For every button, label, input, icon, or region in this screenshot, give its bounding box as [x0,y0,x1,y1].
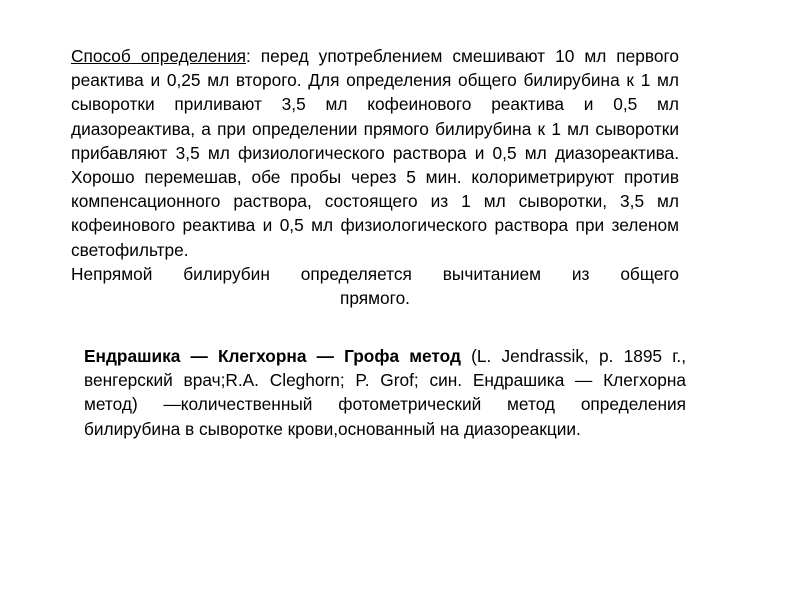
definition-paragraph [84,344,686,441]
indirect-bilirubin-line-end: прямого. [340,288,410,309]
method-definition [84,344,686,441]
indirect-bilirubin-line: Непрямой билирубин определяется вычитанием из общего [71,263,679,284]
method-body: : перед употреблением смешивают 10 мл первого реактива и 0,25 мл второго. Для определения общего билирубина к 1 мл сыворотки приливают 3,5 мл кофеинового реактива и 0,5 мл диазореактива, а при определении прямого билирубина к 1 мл сыворотки прибавляют 3,5 мл физиологического раствора и 0,5 мл диазореактива. Хорошо перемешав, обе пробы через 5 мин. колориметрируют против компенсационного раствора, состоящего из 1 мл сыворотки, 3,5 мл кофеинового реактива и 0,5 мл физиологического раствора при зеленом светофильтре. [71,46,679,260]
method-paragraph [71,44,679,262]
method-description [71,44,679,310]
definition-body: (L. Jendrassik, р. 1895 г., венгерский врач;R.A. Cleghorn; P. Grof; син. Ендрашика — Клегхорна метод) —количественный фотометрический метод определения билирубина в сыворотке крови,основанный на диазореакции. [84,346,687,439]
method-heading: Способ определения [71,46,246,66]
definition-term: Ендрашика — Клегхорна — Грофа метод [84,346,461,366]
